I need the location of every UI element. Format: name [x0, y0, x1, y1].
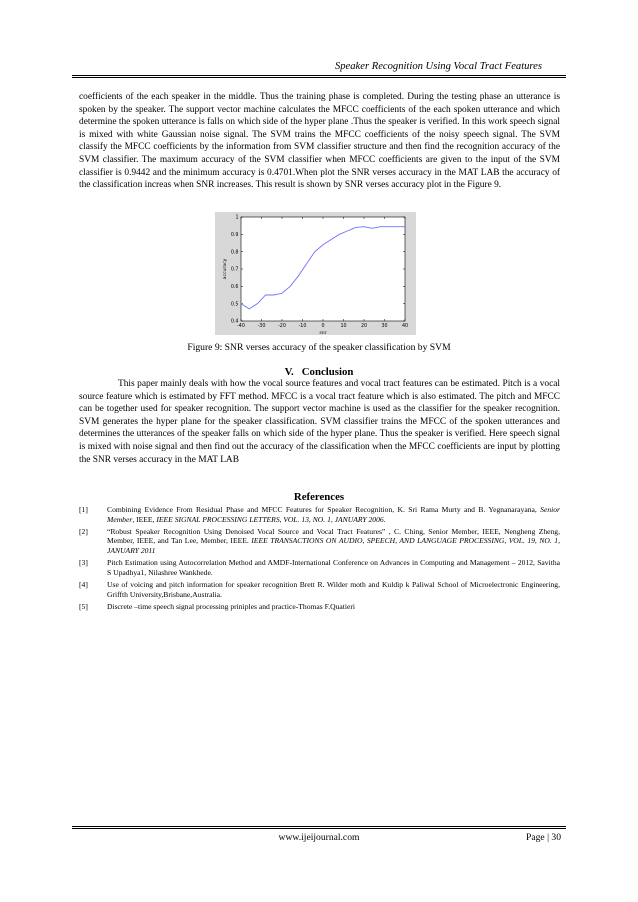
reference-journal: IEEE SIGNAL PROCESSING LETTERS, VOL. 13, NO. 1, JANUARY 2006.	[156, 514, 386, 524]
reference-item	[79, 527, 560, 556]
references-heading: References	[293, 491, 345, 503]
section-number: V.	[284, 366, 294, 378]
y-tick-label: 0.8	[230, 250, 239, 256]
x-tick-label: -40	[237, 324, 245, 329]
section-title: Conclusion	[301, 366, 354, 378]
reference-item	[79, 558, 560, 577]
reference-number: [3]	[79, 558, 88, 568]
y-axis-label: accuracy	[223, 258, 228, 280]
x-tick-label: -10	[298, 324, 307, 329]
section-heading-conclusion	[0, 365, 638, 379]
reference-text-continued: , IEEE,	[132, 514, 157, 524]
header-rule	[72, 75, 566, 78]
footer-rule	[72, 826, 566, 829]
reference-text: Pitch Estimation using Autocorrelation Method and AMDF-International Conference on Advances in Computing and Management – 2012, Savitha S Upadhya1, Nilashree Wankhede.	[107, 558, 560, 577]
running-title: Speaker Recognition Using Vocal Tract Features	[334, 61, 542, 72]
snr-accuracy-chart	[215, 212, 416, 335]
reference-number: [1]	[79, 505, 88, 514]
x-tick-label: -20	[278, 324, 286, 329]
figure-9-plot	[215, 212, 416, 335]
x-tick-label: 30	[381, 324, 388, 329]
x-tick-label: 10	[340, 324, 347, 329]
footer-url: www.ijeijournal.com	[278, 832, 360, 843]
reference-item	[79, 505, 560, 524]
y-tick-label: 0.4	[230, 319, 239, 325]
y-tick-label: 0.6	[230, 284, 239, 290]
reference-number: [2]	[79, 526, 88, 536]
reference-number: [4]	[79, 579, 88, 589]
y-tick-label: 1	[235, 215, 239, 221]
y-tick-label: 0.7	[230, 267, 239, 273]
reference-list	[79, 505, 560, 614]
x-tick-label: 0	[321, 324, 325, 329]
plot-area	[241, 217, 405, 321]
reference-author-role: Senior Member	[107, 505, 560, 524]
y-tick-label: 0.9	[230, 232, 239, 238]
reference-text: Combining Evidence From Residual Phase and MFCC Features for Speaker Recognition, K. Sri Rama Murty and B. Yegnanarayana,	[107, 505, 541, 514]
x-tick-label: 40	[401, 324, 409, 329]
reference-journal: IEEE TRANSACTIONS ON AUDIO, SPEECH, AND LANGUAGE PROCESSING, VOL. 19, NO. 1, JANUARY 2011	[107, 536, 560, 555]
reference-text: Use of voicing and pitch information for speaker recognition Brett R. Wilder moth and Kuldip k Paliwal School of Microelectronic Engineering, Griffth University,Brisbane,Australia.	[107, 579, 560, 599]
conclusion-paragraph: This paper mainly deals with how the vocal source features and vocal tract features can be estimated. Pitch is a vocal source feature which is estimated by FFT method. MFCC is a vocal tract feature which is also estimated. The pitch and MFCC can be together used for speaker recognition. The support vector machine is used as the classifier for the speaker recognition. SVM generates the hyper plane for the speaker classification. SVM classifier trains the MFCC of the spoken utterances and determines the utterances of the speaker falls on which side of the hyper plane. Thus the speaker is verified. Here speech signal is mixed with noise signal and then find out the accuracy of the classification when the MFCC coefficients are input by plotting the SNR verses accuracy in the MAT LAB	[79, 379, 560, 465]
reference-number: [5]	[79, 601, 88, 611]
reference-item	[79, 602, 560, 612]
y-tick-label: 0.5	[230, 302, 239, 308]
x-tick-label: 20	[360, 324, 368, 329]
reference-text: “Robust Speaker Recognition Using Denoised Vocal Source and Vocal Tract Features” , C. Ching, Senior Member, IEEE, Nengheng Zheng, Member, IEEE, and Tan Lee, Member, IEEE.	[107, 526, 560, 546]
figure-caption: Figure 9: SNR verses accuracy of the speaker classification by SVM	[187, 342, 451, 353]
reference-text: Discrete –time speech signal processing priniples and practice-Thomas F.Quatieri	[107, 601, 356, 611]
body-paragraph: coefficients of the each speaker in the middle. Thus the training phase is completed. During the testing phase an utterance is spoken by the speaker. The support vector machine calculates the MFCC coefficients of the each spoken utterance and which determine the spoken utterance is falls on which side of the hyper plane .Thus the speaker is verified. In this work speech signal is mixed with white Gaussian noise signal. The SVM trains the MFCC coefficients of the noisy speech signal. The SVM classify the MFCC coefficients by the information from SVM classifier structure and then find the recognition accuracy of the SVM classifier. The maximum accuracy of the SVM classifier when MFCC coefficients are given to the input of the SVM classifier is 0.9442 and the minimum accuracy is 0.4701.When plot the SNR verses accuracy in the MAT LAB the accuracy of the classification increas when SNR increases. This result is shown by SNR verses accuracy plot in the Figure 9.	[79, 92, 560, 191]
x-tick-label: -30	[257, 324, 266, 329]
x-axis-label: snr	[319, 331, 327, 335]
reference-item	[79, 580, 560, 599]
page-number: Page | 30	[526, 832, 561, 843]
